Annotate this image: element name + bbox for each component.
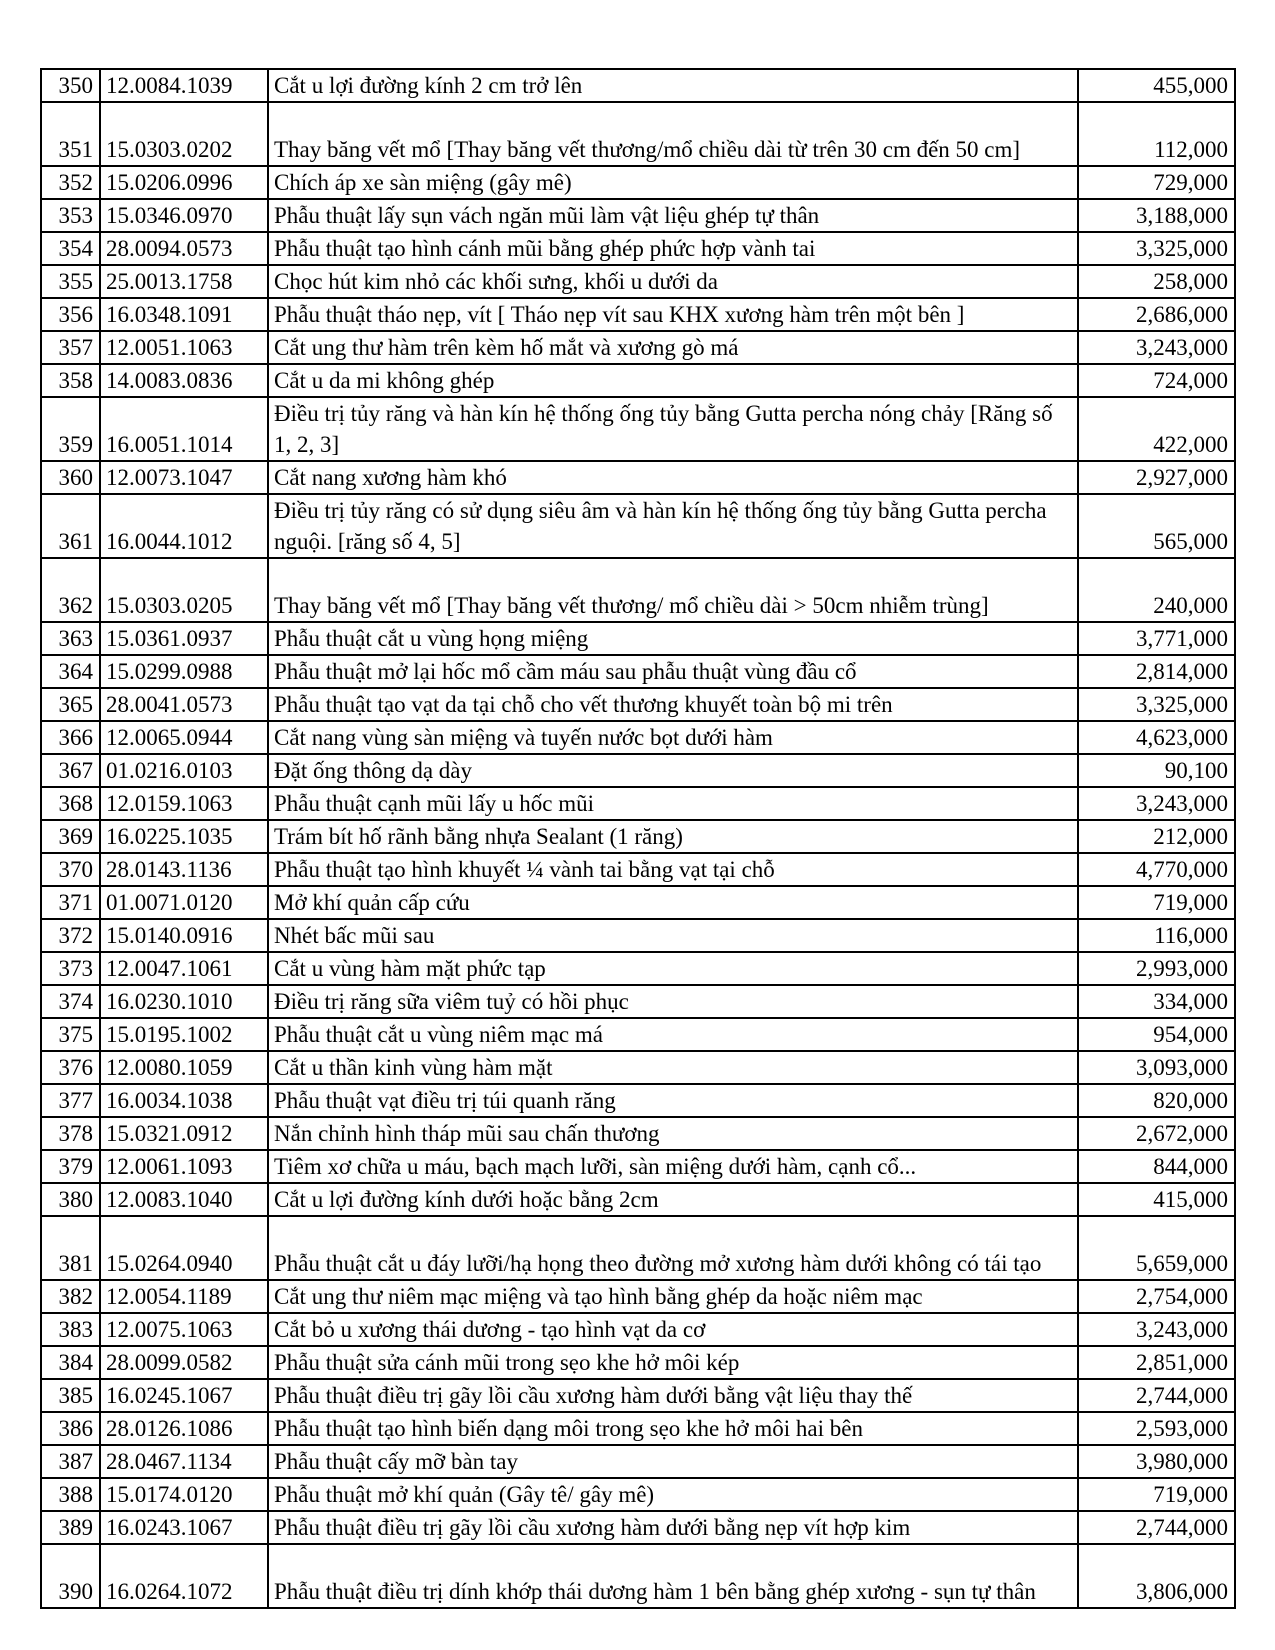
row-number-cell: 351 xyxy=(41,102,100,166)
service-code-cell: 15.0361.0937 xyxy=(100,622,268,655)
service-code-cell: 12.0080.1059 xyxy=(100,1051,268,1084)
service-name-cell: Phẫu thuật điều trị gãy lồi cầu xương hàm dưới bằng vật liệu thay thế xyxy=(268,1379,1078,1412)
row-number-cell: 366 xyxy=(41,721,100,754)
table-row xyxy=(41,265,1235,298)
row-number-cell: 368 xyxy=(41,787,100,820)
row-number-cell: 383 xyxy=(41,1313,100,1346)
price-cell: 258,000 xyxy=(1078,265,1235,298)
price-cell: 212,000 xyxy=(1078,820,1235,853)
service-name-cell: Cắt ung thư hàm trên kèm hố mắt và xương gò má xyxy=(268,331,1078,364)
service-code-cell: 15.0346.0970 xyxy=(100,199,268,232)
service-code-cell: 15.0140.0916 xyxy=(100,919,268,952)
table-row xyxy=(41,298,1235,331)
price-cell: 2,744,000 xyxy=(1078,1511,1235,1544)
table-row xyxy=(41,1313,1235,1346)
price-cell: 2,593,000 xyxy=(1078,1412,1235,1445)
price-cell: 729,000 xyxy=(1078,166,1235,199)
row-number-cell: 375 xyxy=(41,1018,100,1051)
service-name-cell: Thay băng vết mổ [Thay băng vết thương/ mổ chiều dài > 50cm nhiễm trùng] xyxy=(268,558,1078,622)
service-code-cell: 15.0264.0940 xyxy=(100,1216,268,1280)
price-cell: 455,000 xyxy=(1078,69,1235,102)
service-code-cell: 16.0044.1012 xyxy=(100,494,268,558)
price-cell: 3,243,000 xyxy=(1078,331,1235,364)
service-name-cell: Phẫu thuật tạo hình khuyết ¼ vành tai bằng vạt tại chỗ xyxy=(268,853,1078,886)
table-row xyxy=(41,558,1235,622)
table-row xyxy=(41,1216,1235,1280)
service-code-cell: 12.0083.1040 xyxy=(100,1183,268,1216)
table-row xyxy=(41,1280,1235,1313)
price-cell: 565,000 xyxy=(1078,494,1235,558)
table-row xyxy=(41,1544,1235,1608)
row-number-cell: 374 xyxy=(41,985,100,1018)
service-code-cell: 12.0061.1093 xyxy=(100,1150,268,1183)
service-name-cell: Phẫu thuật cấy mỡ bàn tay xyxy=(268,1445,1078,1478)
price-cell: 415,000 xyxy=(1078,1183,1235,1216)
row-number-cell: 357 xyxy=(41,331,100,364)
table-row xyxy=(41,688,1235,721)
table-row xyxy=(41,886,1235,919)
service-code-cell: 12.0075.1063 xyxy=(100,1313,268,1346)
service-code-cell: 12.0054.1189 xyxy=(100,1280,268,1313)
row-number-cell: 354 xyxy=(41,232,100,265)
price-cell: 2,672,000 xyxy=(1078,1117,1235,1150)
service-code-cell: 16.0230.1010 xyxy=(100,985,268,1018)
service-name-cell: Phẫu thuật cạnh mũi lấy u hốc mũi xyxy=(268,787,1078,820)
service-name-cell: Phẫu thuật sửa cánh mũi trong sẹo khe hở môi kép xyxy=(268,1346,1078,1379)
price-cell: 2,686,000 xyxy=(1078,298,1235,331)
service-name-cell: Mở khí quản cấp cứu xyxy=(268,886,1078,919)
price-cell: 2,927,000 xyxy=(1078,461,1235,494)
service-code-cell: 15.0303.0205 xyxy=(100,558,268,622)
row-number-cell: 352 xyxy=(41,166,100,199)
table-row xyxy=(41,787,1235,820)
service-name-cell: Cắt u da mi không ghép xyxy=(268,364,1078,397)
row-number-cell: 372 xyxy=(41,919,100,952)
service-code-cell: 25.0013.1758 xyxy=(100,265,268,298)
service-name-cell: Cắt u lợi đường kính dưới hoặc bằng 2cm xyxy=(268,1183,1078,1216)
service-code-cell: 16.0034.1038 xyxy=(100,1084,268,1117)
table-row xyxy=(41,1117,1235,1150)
row-number-cell: 361 xyxy=(41,494,100,558)
row-number-cell: 384 xyxy=(41,1346,100,1379)
price-cell: 3,806,000 xyxy=(1078,1544,1235,1608)
table-row xyxy=(41,232,1235,265)
service-code-cell: 28.0041.0573 xyxy=(100,688,268,721)
row-number-cell: 379 xyxy=(41,1150,100,1183)
service-code-cell: 12.0047.1061 xyxy=(100,952,268,985)
service-code-cell: 16.0264.1072 xyxy=(100,1544,268,1608)
price-cell: 5,659,000 xyxy=(1078,1216,1235,1280)
price-cell: 3,093,000 xyxy=(1078,1051,1235,1084)
service-name-cell: Phẫu thuật tạo hình cánh mũi bằng ghép phức hợp vành tai xyxy=(268,232,1078,265)
service-name-cell: Phẫu thuật điều trị dính khớp thái dương hàm 1 bên bằng ghép xương - sụn tự thân xyxy=(268,1544,1078,1608)
service-name-cell: Phẫu thuật vạt điều trị túi quanh răng xyxy=(268,1084,1078,1117)
price-cell: 3,980,000 xyxy=(1078,1445,1235,1478)
row-number-cell: 390 xyxy=(41,1544,100,1608)
table-row xyxy=(41,919,1235,952)
service-code-cell: 28.0126.1086 xyxy=(100,1412,268,1445)
table-row xyxy=(41,69,1235,102)
price-cell: 116,000 xyxy=(1078,919,1235,952)
service-name-cell: Phẫu thuật cắt u vùng niêm mạc má xyxy=(268,1018,1078,1051)
service-name-cell: Cắt u thần kinh vùng hàm mặt xyxy=(268,1051,1078,1084)
price-cell: 2,744,000 xyxy=(1078,1379,1235,1412)
table-row xyxy=(41,721,1235,754)
service-code-cell: 15.0206.0996 xyxy=(100,166,268,199)
price-cell: 2,851,000 xyxy=(1078,1346,1235,1379)
row-number-cell: 376 xyxy=(41,1051,100,1084)
service-code-cell: 12.0084.1039 xyxy=(100,69,268,102)
price-cell: 844,000 xyxy=(1078,1150,1235,1183)
service-name-cell: Điều trị tủy răng và hàn kín hệ thống ống tủy bằng Gutta percha nóng chảy [Răng số 1, 2, 3] xyxy=(268,397,1078,461)
service-name-cell: Phẫu thuật tạo vạt da tại chỗ cho vết thương khuyết toàn bộ mi trên xyxy=(268,688,1078,721)
row-number-cell: 380 xyxy=(41,1183,100,1216)
price-cell: 820,000 xyxy=(1078,1084,1235,1117)
row-number-cell: 350 xyxy=(41,69,100,102)
row-number-cell: 371 xyxy=(41,886,100,919)
service-name-cell: Cắt nang xương hàm khó xyxy=(268,461,1078,494)
service-code-cell: 16.0225.1035 xyxy=(100,820,268,853)
service-name-cell: Cắt nang vùng sàn miệng và tuyến nước bọt dưới hàm xyxy=(268,721,1078,754)
service-code-cell: 28.0099.0582 xyxy=(100,1346,268,1379)
price-cell: 954,000 xyxy=(1078,1018,1235,1051)
price-cell: 2,754,000 xyxy=(1078,1280,1235,1313)
row-number-cell: 389 xyxy=(41,1511,100,1544)
row-number-cell: 363 xyxy=(41,622,100,655)
service-price-table xyxy=(40,68,1236,1609)
service-code-cell: 16.0348.1091 xyxy=(100,298,268,331)
table-row xyxy=(41,622,1235,655)
service-code-cell: 12.0159.1063 xyxy=(100,787,268,820)
price-cell: 422,000 xyxy=(1078,397,1235,461)
service-code-cell: 15.0303.0202 xyxy=(100,102,268,166)
service-name-cell: Chích áp xe sàn miệng (gây mê) xyxy=(268,166,1078,199)
table-row xyxy=(41,655,1235,688)
service-code-cell: 01.0071.0120 xyxy=(100,886,268,919)
row-number-cell: 367 xyxy=(41,754,100,787)
service-name-cell: Cắt u lợi đường kính 2 cm trở lên xyxy=(268,69,1078,102)
service-code-cell: 28.0094.0573 xyxy=(100,232,268,265)
service-code-cell: 16.0245.1067 xyxy=(100,1379,268,1412)
service-code-cell: 28.0143.1136 xyxy=(100,853,268,886)
service-name-cell: Cắt ung thư niêm mạc miệng và tạo hình bằng ghép da hoặc niêm mạc xyxy=(268,1280,1078,1313)
table-row xyxy=(41,1150,1235,1183)
price-cell: 719,000 xyxy=(1078,1478,1235,1511)
service-code-cell: 15.0195.1002 xyxy=(100,1018,268,1051)
row-number-cell: 358 xyxy=(41,364,100,397)
price-cell: 3,325,000 xyxy=(1078,232,1235,265)
table-row xyxy=(41,1445,1235,1478)
table-row xyxy=(41,331,1235,364)
row-number-cell: 385 xyxy=(41,1379,100,1412)
row-number-cell: 373 xyxy=(41,952,100,985)
table-row xyxy=(41,1511,1235,1544)
table-row xyxy=(41,754,1235,787)
service-code-cell: 15.0321.0912 xyxy=(100,1117,268,1150)
row-number-cell: 355 xyxy=(41,265,100,298)
service-name-cell: Phẫu thuật tháo nẹp, vít [ Tháo nẹp vít sau KHX xương hàm trên một bên ] xyxy=(268,298,1078,331)
table-row xyxy=(41,364,1235,397)
table-row xyxy=(41,494,1235,558)
service-name-cell: Phẫu thuật điều trị gãy lồi cầu xương hàm dưới bằng nẹp vít hợp kim xyxy=(268,1511,1078,1544)
row-number-cell: 353 xyxy=(41,199,100,232)
service-name-cell: Cắt u vùng hàm mặt phức tạp xyxy=(268,952,1078,985)
service-code-cell: 14.0083.0836 xyxy=(100,364,268,397)
table-row xyxy=(41,1051,1235,1084)
service-name-cell: Trám bít hố rãnh bằng nhựa Sealant (1 răng) xyxy=(268,820,1078,853)
table-row xyxy=(41,199,1235,232)
row-number-cell: 369 xyxy=(41,820,100,853)
service-code-cell: 15.0299.0988 xyxy=(100,655,268,688)
service-code-cell: 12.0051.1063 xyxy=(100,331,268,364)
row-number-cell: 360 xyxy=(41,461,100,494)
price-table-page xyxy=(40,68,1234,1609)
service-name-cell: Phẫu thuật cắt u đáy lưỡi/hạ họng theo đường mở xương hàm dưới không có tái tạo xyxy=(268,1216,1078,1280)
service-name-cell: Điều trị răng sữa viêm tuỷ có hồi phục xyxy=(268,985,1078,1018)
service-code-cell: 28.0467.1134 xyxy=(100,1445,268,1478)
table-row xyxy=(41,1478,1235,1511)
table-row xyxy=(41,853,1235,886)
table-row xyxy=(41,1379,1235,1412)
row-number-cell: 378 xyxy=(41,1117,100,1150)
service-name-cell: Đặt ống thông dạ dày xyxy=(268,754,1078,787)
row-number-cell: 362 xyxy=(41,558,100,622)
service-code-cell: 15.0174.0120 xyxy=(100,1478,268,1511)
table-row xyxy=(41,461,1235,494)
row-number-cell: 364 xyxy=(41,655,100,688)
table-row xyxy=(41,1412,1235,1445)
service-name-cell: Tiêm xơ chữa u máu, bạch mạch lưỡi, sàn miệng dưới hàm, cạnh cổ... xyxy=(268,1150,1078,1183)
service-code-cell: 16.0051.1014 xyxy=(100,397,268,461)
row-number-cell: 365 xyxy=(41,688,100,721)
table-row xyxy=(41,1183,1235,1216)
service-code-cell: 16.0243.1067 xyxy=(100,1511,268,1544)
service-name-cell: Phẫu thuật mở lại hốc mổ cầm máu sau phẫu thuật vùng đầu cổ xyxy=(268,655,1078,688)
row-number-cell: 382 xyxy=(41,1280,100,1313)
price-cell: 3,325,000 xyxy=(1078,688,1235,721)
service-name-cell: Phẫu thuật tạo hình biến dạng môi trong sẹo khe hở môi hai bên xyxy=(268,1412,1078,1445)
row-number-cell: 370 xyxy=(41,853,100,886)
price-cell: 3,771,000 xyxy=(1078,622,1235,655)
service-name-cell: Phẫu thuật cắt u vùng họng miệng xyxy=(268,622,1078,655)
row-number-cell: 381 xyxy=(41,1216,100,1280)
table-row xyxy=(41,952,1235,985)
price-cell: 240,000 xyxy=(1078,558,1235,622)
service-name-cell: Cắt bỏ u xương thái dương - tạo hình vạt da cơ xyxy=(268,1313,1078,1346)
price-cell: 90,100 xyxy=(1078,754,1235,787)
price-cell: 112,000 xyxy=(1078,102,1235,166)
table-row xyxy=(41,1018,1235,1051)
row-number-cell: 386 xyxy=(41,1412,100,1445)
table-row xyxy=(41,397,1235,461)
service-name-cell: Chọc hút kim nhỏ các khối sưng, khối u dưới da xyxy=(268,265,1078,298)
row-number-cell: 387 xyxy=(41,1445,100,1478)
service-name-cell: Điều trị tủy răng có sử dụng siêu âm và hàn kín hệ thống ống tủy bằng Gutta percha nguội. [răng số 4, 5] xyxy=(268,494,1078,558)
row-number-cell: 359 xyxy=(41,397,100,461)
service-name-cell: Phẫu thuật mở khí quản (Gây tê/ gây mê) xyxy=(268,1478,1078,1511)
table-row xyxy=(41,1346,1235,1379)
service-name-cell: Nắn chỉnh hình tháp mũi sau chấn thương xyxy=(268,1117,1078,1150)
row-number-cell: 388 xyxy=(41,1478,100,1511)
service-name-cell: Phẫu thuật lấy sụn vách ngăn mũi làm vật liệu ghép tự thân xyxy=(268,199,1078,232)
table-row xyxy=(41,102,1235,166)
row-number-cell: 377 xyxy=(41,1084,100,1117)
service-name-cell: Thay băng vết mổ [Thay băng vết thương/mổ chiều dài từ trên 30 cm đến 50 cm] xyxy=(268,102,1078,166)
price-cell: 719,000 xyxy=(1078,886,1235,919)
price-cell: 724,000 xyxy=(1078,364,1235,397)
row-number-cell: 356 xyxy=(41,298,100,331)
table-body xyxy=(41,69,1235,1608)
table-row xyxy=(41,166,1235,199)
table-row xyxy=(41,1084,1235,1117)
price-cell: 3,188,000 xyxy=(1078,199,1235,232)
price-cell: 4,623,000 xyxy=(1078,721,1235,754)
table-row xyxy=(41,820,1235,853)
price-cell: 2,814,000 xyxy=(1078,655,1235,688)
price-cell: 4,770,000 xyxy=(1078,853,1235,886)
price-cell: 334,000 xyxy=(1078,985,1235,1018)
service-name-cell: Nhét bấc mũi sau xyxy=(268,919,1078,952)
price-cell: 3,243,000 xyxy=(1078,787,1235,820)
price-cell: 2,993,000 xyxy=(1078,952,1235,985)
service-code-cell: 01.0216.0103 xyxy=(100,754,268,787)
table-row xyxy=(41,985,1235,1018)
service-code-cell: 12.0065.0944 xyxy=(100,721,268,754)
service-code-cell: 12.0073.1047 xyxy=(100,461,268,494)
price-cell: 3,243,000 xyxy=(1078,1313,1235,1346)
